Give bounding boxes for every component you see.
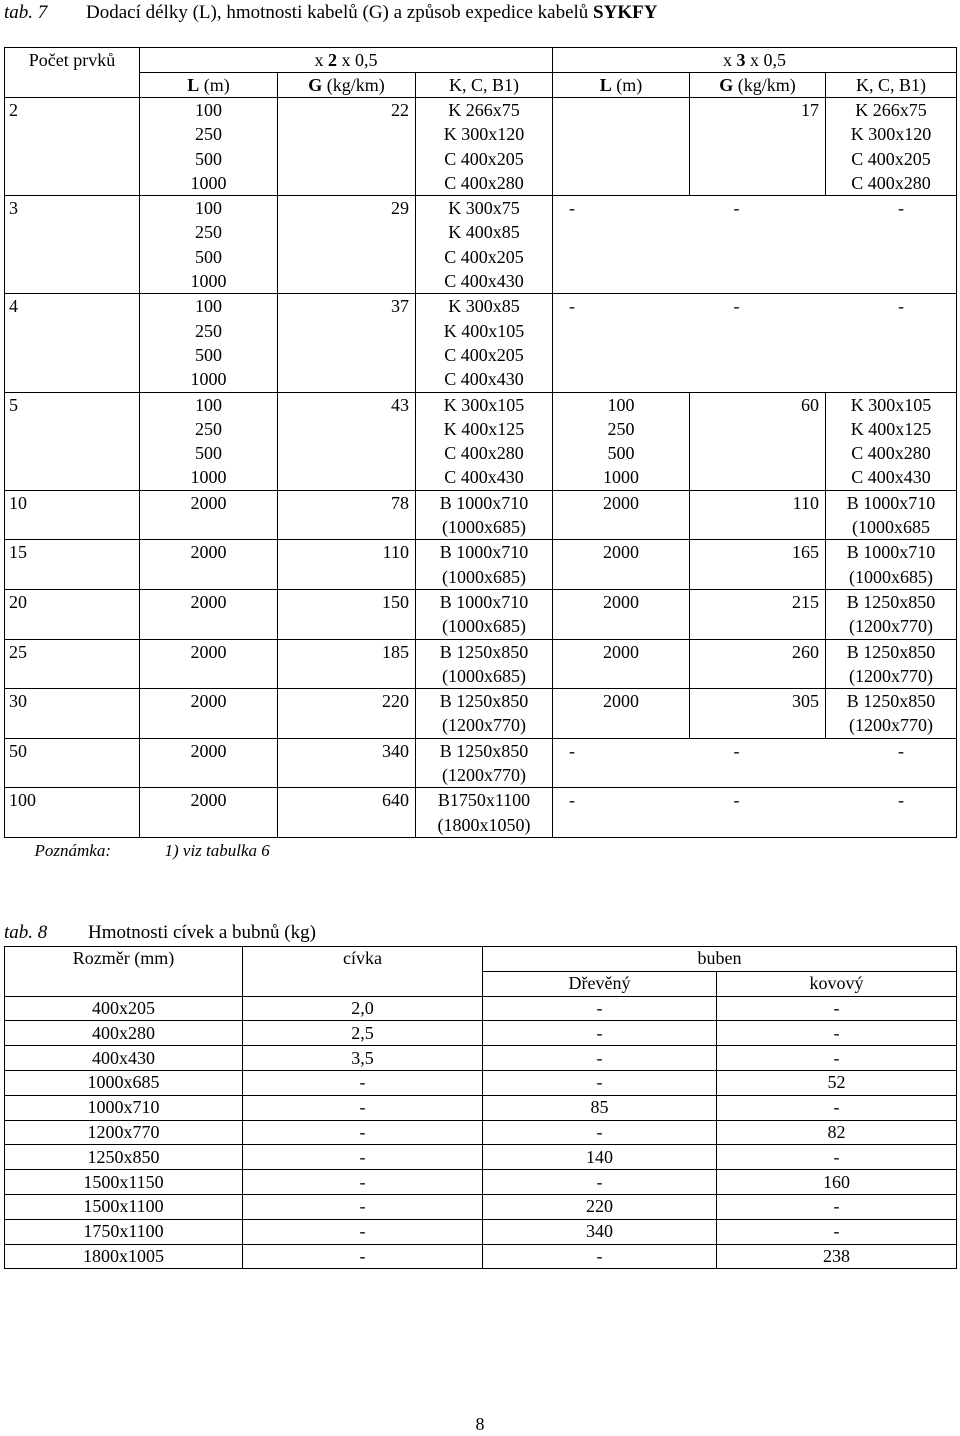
size-cell: 1000x685	[5, 1070, 243, 1095]
wood-drum-cell: -	[483, 996, 717, 1021]
drum-header: buben	[483, 947, 957, 972]
dash-mark: -	[569, 740, 576, 761]
wood-drum-cell: 220	[483, 1194, 717, 1219]
not-available-cell	[553, 788, 957, 838]
dash-mark: -	[569, 790, 576, 811]
table7-caption	[4, 2, 658, 24]
wood-drum-cell: -	[483, 1170, 717, 1195]
packaging-3x-cell: B 1250x850 (1200x770)	[826, 589, 957, 639]
table8-row	[5, 1095, 957, 1120]
element-count-cell: 3	[5, 196, 140, 294]
weight-3x-cell: 110	[690, 490, 826, 540]
weight-2x-cell: 78	[278, 490, 416, 540]
dash-mark: -	[898, 740, 905, 761]
packaging-2x-cell: K 300x105 K 400x125 C 400x280 C 400x430	[416, 392, 553, 490]
dash-mark: -	[569, 296, 576, 317]
weight-2x-cell: 29	[278, 196, 416, 294]
table7-row	[5, 639, 957, 689]
length-2x-cell: 2000	[140, 738, 278, 788]
note-text: 1) viz tabulka 6	[164, 840, 270, 860]
table7-label: tab. 7	[4, 2, 48, 23]
length-2x-cell: 2000	[140, 490, 278, 540]
dash-mark: -	[733, 740, 740, 761]
table7-note-row	[5, 837, 957, 868]
table8-row	[5, 1145, 957, 1170]
table8	[4, 946, 957, 1269]
packaging-2x-cell: B 1250x850 (1000x685)	[416, 639, 553, 689]
table8-row	[5, 1194, 957, 1219]
length-3x-cell	[553, 98, 690, 196]
weight-2x-cell: 37	[278, 294, 416, 392]
note	[5, 837, 957, 868]
wood-drum-cell: 140	[483, 1145, 717, 1170]
spool-cell: 2,0	[243, 996, 483, 1021]
size-cell: 1800x1005	[5, 1244, 243, 1269]
table7	[4, 47, 957, 868]
element-count-cell: 100	[5, 788, 140, 838]
metal-drum-cell: -	[717, 1194, 957, 1219]
page-number: 8	[475, 1414, 485, 1434]
size-cell: 1750x1100	[5, 1219, 243, 1244]
weight-3x-cell: 305	[690, 689, 826, 739]
weight-2x-cell: 340	[278, 738, 416, 788]
table8-row	[5, 1219, 957, 1244]
table8-row	[5, 1046, 957, 1071]
size-cell: 400x205	[5, 996, 243, 1021]
metal-drum-cell: -	[717, 1046, 957, 1071]
table8-row	[5, 1021, 957, 1046]
wood-drum-cell: -	[483, 1046, 717, 1071]
length-2x-cell: 100 250 500 1000	[140, 98, 278, 196]
kcb-header: K, C, B1)	[826, 73, 957, 98]
table8-row	[5, 1070, 957, 1095]
metal-header: kovový	[717, 971, 957, 996]
table8-row	[5, 1244, 957, 1269]
length-3x-cell: 2000	[553, 490, 690, 540]
packaging-2x-cell: B 1000x710 (1000x685)	[416, 540, 553, 590]
packaging-3x-cell: K 266x75 K 300x120 C 400x205 C 400x280	[826, 98, 957, 196]
weight-2x-cell: 43	[278, 392, 416, 490]
size-header: Rozměr (mm)	[5, 947, 243, 997]
table8-row	[5, 1120, 957, 1145]
length-3x-cell: 2000	[553, 589, 690, 639]
metal-drum-cell: -	[717, 1095, 957, 1120]
dash-mark: -	[733, 790, 740, 811]
metal-drum-cell: -	[717, 1021, 957, 1046]
spool-cell: 3,5	[243, 1046, 483, 1071]
weight-2x-cell: 185	[278, 639, 416, 689]
weight-3x-cell: 215	[690, 589, 826, 639]
packaging-2x-cell: B 1000x710 (1000x685)	[416, 490, 553, 540]
length-2x-cell: 2000	[140, 540, 278, 590]
g-header: G (kg/km)	[690, 73, 826, 98]
packaging-2x-cell: B 1250x850 (1200x770)	[416, 689, 553, 739]
table7-title: Dodací délky (L), hmotnosti kabelů (G) a způsob expedice kabelů SYKFY	[86, 2, 658, 23]
note-label: Poznámka:	[34, 840, 111, 860]
table7-row	[5, 490, 957, 540]
table7-row	[5, 788, 957, 838]
table7-header-row-2	[5, 73, 957, 98]
length-2x-cell: 2000	[140, 639, 278, 689]
count-header: Počet prvků	[5, 48, 140, 98]
table7-header-row-1	[5, 48, 957, 73]
spool-cell: -	[243, 1145, 483, 1170]
table7-row	[5, 98, 957, 196]
l-header: L (m)	[140, 73, 278, 98]
table8-header-row-1	[5, 947, 957, 972]
packaging-3x-cell: B 1250x850 (1200x770)	[826, 689, 957, 739]
g-header: G (kg/km)	[278, 73, 416, 98]
weight-2x-cell: 150	[278, 589, 416, 639]
element-count-cell: 50	[5, 738, 140, 788]
length-2x-cell: 2000	[140, 788, 278, 838]
length-2x-cell: 2000	[140, 689, 278, 739]
length-2x-cell: 100 250 500 1000	[140, 392, 278, 490]
length-2x-cell: 100 250 500 1000	[140, 294, 278, 392]
length-2x-cell: 2000	[140, 589, 278, 639]
packaging-2x-cell: B 1000x710 (1000x685)	[416, 589, 553, 639]
size-cell: 400x280	[5, 1021, 243, 1046]
weight-2x-cell: 22	[278, 98, 416, 196]
weight-3x-cell: 165	[690, 540, 826, 590]
packaging-3x-cell: B 1000x710 (1000x685)	[826, 540, 957, 590]
wood-header: Dřevěný	[483, 971, 717, 996]
weight-2x-cell: 220	[278, 689, 416, 739]
table7-row	[5, 392, 957, 490]
element-count-cell: 20	[5, 589, 140, 639]
table7-row	[5, 589, 957, 639]
element-count-cell: 10	[5, 490, 140, 540]
size-cell: 1500x1150	[5, 1170, 243, 1195]
element-count-cell: 4	[5, 294, 140, 392]
size-cell: 1200x770	[5, 1120, 243, 1145]
packaging-3x-cell: B 1000x710 (1000x685	[826, 490, 957, 540]
spool-cell: -	[243, 1219, 483, 1244]
dash-mark: -	[733, 198, 740, 219]
dash-mark: -	[898, 790, 905, 811]
size-cell: 1500x1100	[5, 1194, 243, 1219]
dash-mark: -	[898, 198, 905, 219]
table7-row	[5, 196, 957, 294]
l-header: L (m)	[553, 73, 690, 98]
metal-drum-cell: -	[717, 996, 957, 1021]
spool-header: cívka	[243, 947, 483, 997]
table7-row	[5, 738, 957, 788]
group-3x-header: x 3 x 0,5	[553, 48, 957, 73]
not-available-cell	[553, 738, 957, 788]
group-2x-header: x 2 x 0,5	[140, 48, 553, 73]
length-2x-cell: 100 250 500 1000	[140, 196, 278, 294]
metal-drum-cell: 52	[717, 1070, 957, 1095]
wood-drum-cell: -	[483, 1244, 717, 1269]
dash-mark: -	[569, 198, 576, 219]
weight-3x-cell: 17	[690, 98, 826, 196]
spool-cell: 2,5	[243, 1021, 483, 1046]
wood-drum-cell: -	[483, 1120, 717, 1145]
size-cell: 1000x710	[5, 1095, 243, 1120]
spool-cell: -	[243, 1120, 483, 1145]
spool-cell: -	[243, 1070, 483, 1095]
length-3x-cell: 2000	[553, 689, 690, 739]
not-available-cell	[553, 294, 957, 392]
wood-drum-cell: -	[483, 1021, 717, 1046]
packaging-2x-cell: K 300x85 K 400x105 C 400x205 C 400x430	[416, 294, 553, 392]
table7-row	[5, 540, 957, 590]
packaging-2x-cell: B1750x1100 (1800x1050)	[416, 788, 553, 838]
not-available-cell	[553, 196, 957, 294]
size-cell: 1250x850	[5, 1145, 243, 1170]
packaging-3x-cell: B 1250x850 (1200x770)	[826, 639, 957, 689]
table8-row	[5, 1170, 957, 1195]
wood-drum-cell: 340	[483, 1219, 717, 1244]
dash-mark: -	[898, 296, 905, 317]
weight-3x-cell: 60	[690, 392, 826, 490]
kcb-header: K, C, B1)	[416, 73, 553, 98]
metal-drum-cell: 82	[717, 1120, 957, 1145]
table7-row	[5, 294, 957, 392]
packaging-2x-cell: B 1250x850 (1200x770)	[416, 738, 553, 788]
table8-row	[5, 996, 957, 1021]
spool-cell: -	[243, 1244, 483, 1269]
length-3x-cell: 2000	[553, 540, 690, 590]
table8-caption	[4, 922, 316, 944]
weight-2x-cell: 640	[278, 788, 416, 838]
element-count-cell: 15	[5, 540, 140, 590]
weight-3x-cell: 260	[690, 639, 826, 689]
element-count-cell: 5	[5, 392, 140, 490]
metal-drum-cell: -	[717, 1145, 957, 1170]
spool-cell: -	[243, 1095, 483, 1120]
packaging-2x-cell: K 266x75 K 300x120 C 400x205 C 400x280	[416, 98, 553, 196]
table8-title: Hmotnosti cívek a bubnů (kg)	[88, 922, 316, 943]
length-3x-cell: 2000	[553, 639, 690, 689]
size-cell: 400x430	[5, 1046, 243, 1071]
wood-drum-cell: -	[483, 1070, 717, 1095]
metal-drum-cell: 238	[717, 1244, 957, 1269]
table7-row	[5, 689, 957, 739]
wood-drum-cell: 85	[483, 1095, 717, 1120]
element-count-cell: 2	[5, 98, 140, 196]
metal-drum-cell: -	[717, 1219, 957, 1244]
weight-2x-cell: 110	[278, 540, 416, 590]
element-count-cell: 30	[5, 689, 140, 739]
dash-mark: -	[733, 296, 740, 317]
packaging-2x-cell: K 300x75 K 400x85 C 400x205 C 400x430	[416, 196, 553, 294]
spool-cell: -	[243, 1170, 483, 1195]
spool-cell: -	[243, 1194, 483, 1219]
packaging-3x-cell: K 300x105 K 400x125 C 400x280 C 400x430	[826, 392, 957, 490]
table8-label: tab. 8	[4, 922, 48, 943]
element-count-cell: 25	[5, 639, 140, 689]
length-3x-cell: 100 250 500 1000	[553, 392, 690, 490]
metal-drum-cell: 160	[717, 1170, 957, 1195]
